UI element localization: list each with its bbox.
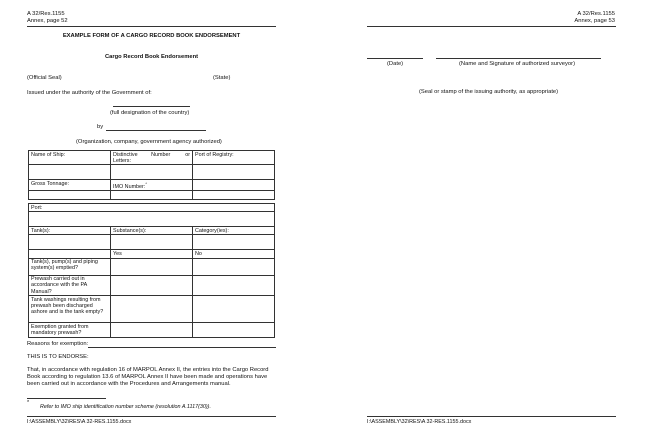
footnote-text: Refer to IMO ship identification number scheme (resolution A.1117(30)). (40, 404, 211, 410)
reasons-for-exemption-label: Reasons for exemption: (27, 341, 89, 347)
endorse-paragraph: That, in accordance with regulation 16 of MARPOL Annex II, the entries into the Cargo Record Book according to regulation 13.6 of MARPOL Annex II have been made and operations have been carried out in accordance with the Procedures and Arrangements manual. (27, 367, 269, 387)
categories-label: Category(ies): (193, 227, 275, 235)
or-word: or (185, 151, 190, 158)
distinctive-letters-label (111, 151, 193, 165)
letters-word: Letters: (113, 157, 131, 164)
gross-tonnage-label: Gross Tonnage: (29, 180, 111, 191)
ship-particulars-table (28, 150, 275, 200)
official-seal-label: (Official Seal) (27, 75, 62, 81)
footer-rule (27, 416, 276, 417)
signature-label: (Name and Signature of authorized surveyor) (459, 61, 575, 67)
right-footer-rule (367, 416, 616, 417)
number-word: Number (151, 151, 171, 158)
question-exemption: Exemption granted from mandatory prewash? (29, 323, 111, 337)
state-label: (State) (213, 75, 231, 81)
right-header-rule (367, 26, 616, 27)
this-is-to-endorse: THIS IS TO ENDORSE: (27, 354, 89, 360)
form-subtitle: Cargo Record Book Endorsement (104, 54, 199, 60)
question-emptied: Tank(s), pump(s) and piping system(s) emptied? (29, 258, 111, 275)
right-header-page-number: Annex, page 53 (574, 18, 615, 24)
question-discharged: Tank washings resulting from prewash been discharged ashore and is the tank empty? (29, 296, 111, 323)
by-line (106, 130, 206, 131)
imo-footnote-mark: * (145, 180, 147, 186)
port-of-registry-label: Port of Registry: (193, 151, 275, 165)
footnote-separator (27, 398, 106, 399)
right-footer-path: I:\ASSEMBLY\32\RES\A 32-RES.1155.docx (367, 419, 472, 425)
tanks-label: Tank(s): (29, 227, 111, 235)
tank-operations-table (28, 203, 275, 338)
name-of-ship-label: Name of Ship: (29, 151, 111, 165)
footer-path: I:\ASSEMBLY\32\RES\A 32-RES.1155.docx (27, 419, 132, 425)
substances-label: Substance(s): (111, 227, 193, 235)
country-line (113, 106, 190, 107)
no-column-header: No (193, 250, 275, 258)
distinctive-word: Distinctive (113, 151, 138, 158)
form-title: EXAMPLE FORM OF A CARGO RECORD BOOK ENDORSEMENT (62, 33, 241, 39)
organization-label: (Organization, company, government agency authorized) (76, 139, 222, 145)
footnote-mark: * (27, 400, 30, 406)
issued-under-text: Issued under the authority of the Government of: (27, 90, 152, 96)
header-page-number: Annex, page 52 (27, 18, 68, 24)
full-designation-label: (full designation of the country) (110, 110, 190, 116)
header-rule (27, 26, 276, 27)
right-header-reference: A 32/Res.1155 (577, 11, 615, 17)
by-label: by (97, 124, 104, 130)
signature-line (436, 58, 601, 59)
reasons-line (88, 347, 276, 348)
date-line (367, 58, 423, 59)
question-prewash: Prewash carried out in accordance with the PA Manual? (29, 275, 111, 296)
seal-stamp-label: (Seal or stamp of the issuing authority, as appropriate) (419, 89, 559, 95)
port-label: Port: (29, 204, 275, 212)
imo-number-label: IMO Number:* (111, 180, 193, 191)
yes-column-header: Yes (111, 250, 193, 258)
date-label: (Date) (387, 61, 404, 67)
header-reference: A 32/Res.1155 (27, 11, 65, 17)
